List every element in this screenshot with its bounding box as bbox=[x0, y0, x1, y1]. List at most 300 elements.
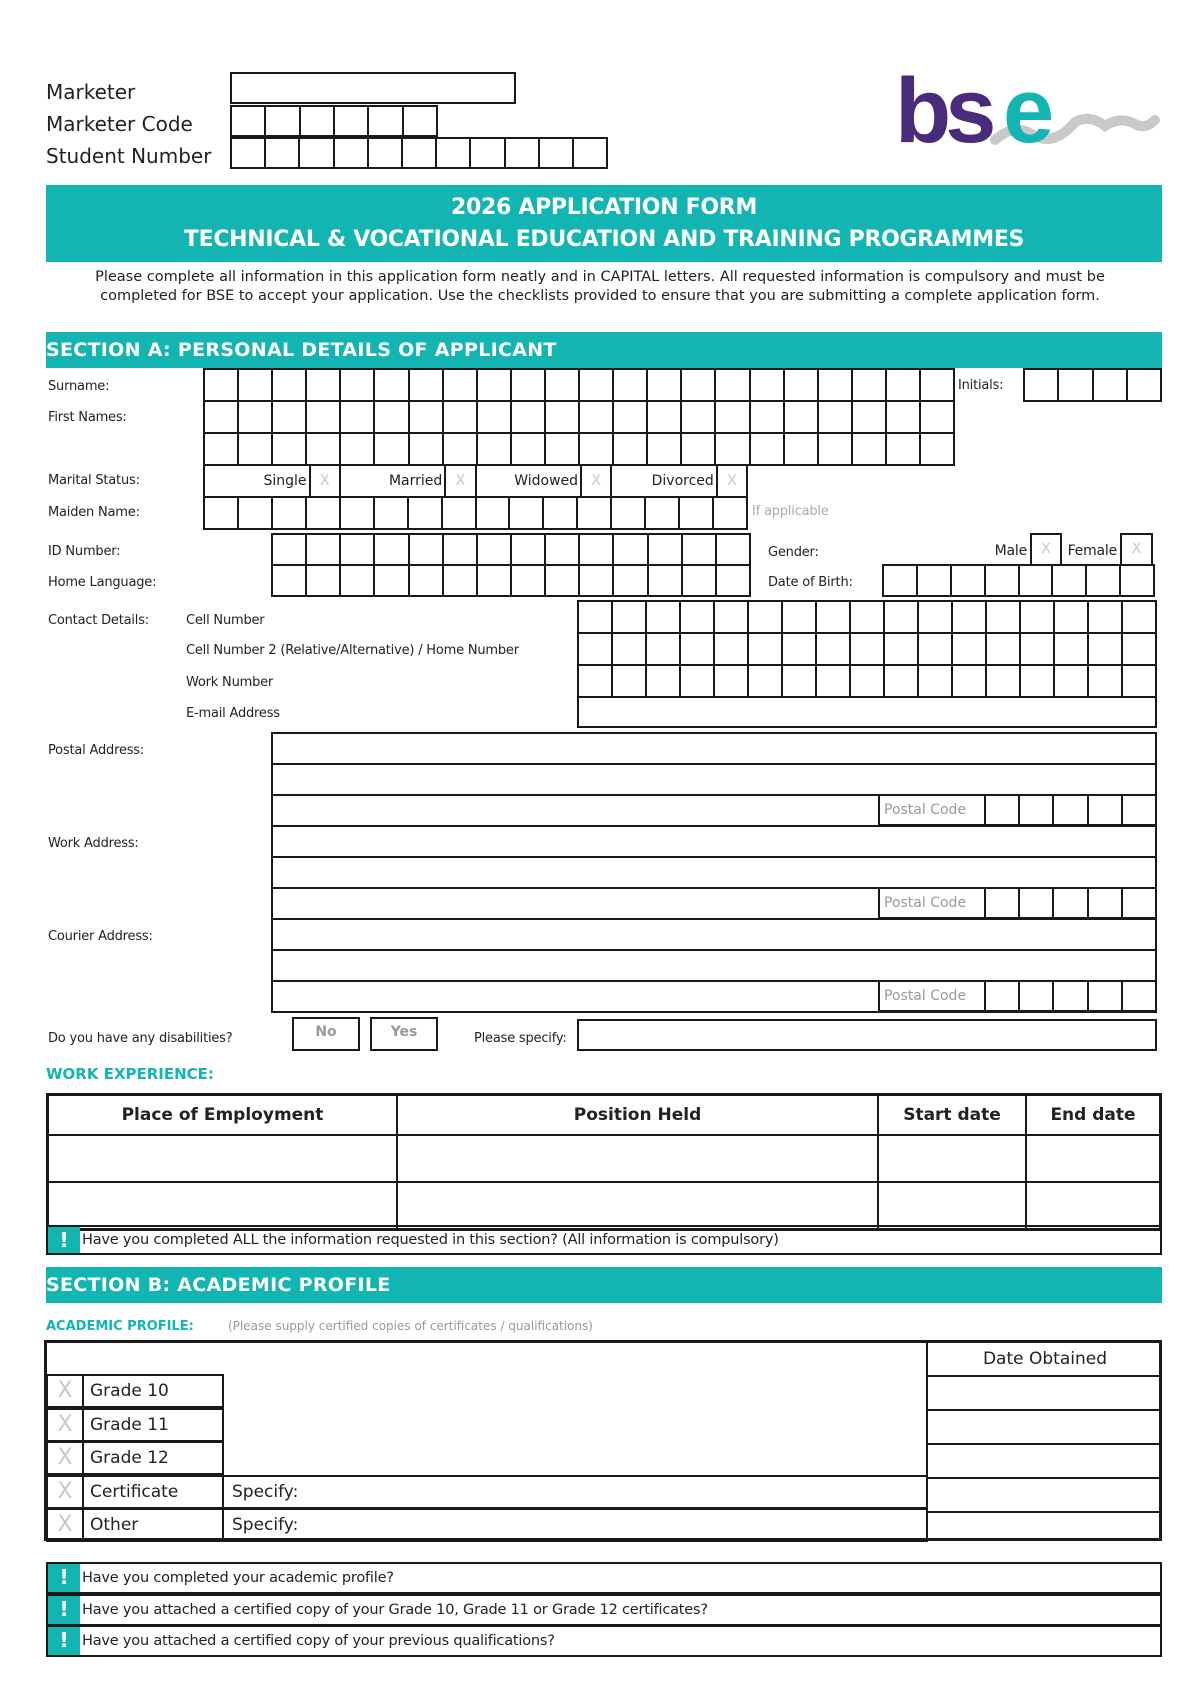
char-box[interactable] bbox=[546, 535, 580, 564]
char-box[interactable] bbox=[307, 402, 341, 432]
work-address-label: Work Address: bbox=[48, 836, 139, 851]
initials-grid[interactable] bbox=[1023, 368, 1162, 402]
char-box[interactable] bbox=[1020, 566, 1054, 595]
char-box[interactable] bbox=[478, 402, 512, 432]
postal-code-group-work[interactable] bbox=[878, 887, 1157, 919]
char-box[interactable] bbox=[1121, 566, 1153, 595]
marital-married-checkbox[interactable]: X bbox=[446, 466, 476, 496]
char-box[interactable] bbox=[375, 434, 409, 464]
char-box[interactable] bbox=[648, 434, 682, 464]
char-box[interactable] bbox=[817, 666, 851, 696]
grade-11-label: Grade 11 bbox=[82, 1408, 224, 1442]
marital-divorced-label: Divorced bbox=[612, 466, 718, 496]
char-box[interactable] bbox=[307, 535, 341, 564]
id-number-grid[interactable] bbox=[271, 533, 751, 566]
grade-12-checkbox[interactable]: X bbox=[46, 1441, 82, 1475]
char-box[interactable] bbox=[375, 498, 409, 528]
char-box[interactable] bbox=[783, 602, 817, 632]
id-number-label: ID Number: bbox=[48, 544, 121, 559]
char-box[interactable] bbox=[544, 498, 578, 528]
char-box[interactable] bbox=[851, 634, 885, 664]
char-box[interactable] bbox=[375, 535, 409, 564]
marketer-code-label: Marketer Code bbox=[46, 112, 193, 136]
char-box[interactable] bbox=[851, 666, 885, 696]
char-box[interactable] bbox=[682, 434, 716, 464]
char-box[interactable] bbox=[819, 402, 853, 432]
other-specify-field[interactable]: Specify: bbox=[224, 1508, 928, 1542]
char-box[interactable] bbox=[341, 498, 375, 528]
svg-text:e: e bbox=[1003, 62, 1055, 162]
gender-female-checkbox[interactable]: X bbox=[1120, 533, 1153, 566]
char-box[interactable] bbox=[614, 535, 648, 564]
char-box[interactable] bbox=[512, 434, 546, 464]
courier-address-line-2[interactable] bbox=[271, 949, 1157, 982]
char-box[interactable] bbox=[239, 498, 273, 528]
section-b-checklist-item-2[interactable] bbox=[46, 1594, 1162, 1626]
char-box[interactable] bbox=[1021, 666, 1055, 696]
char-box[interactable] bbox=[919, 602, 953, 632]
char-box[interactable] bbox=[478, 434, 512, 464]
char-box[interactable] bbox=[341, 535, 375, 564]
surname-grid[interactable] bbox=[203, 368, 955, 402]
home-language-grid[interactable] bbox=[271, 564, 751, 597]
char-box[interactable] bbox=[1055, 634, 1089, 664]
section-b-checklist-item-1[interactable] bbox=[46, 1562, 1162, 1594]
char-box[interactable] bbox=[546, 434, 580, 464]
postal-code-label: Postal Code bbox=[880, 889, 986, 917]
char-box[interactable] bbox=[783, 666, 817, 696]
char-box[interactable] bbox=[919, 634, 953, 664]
char-box[interactable] bbox=[785, 434, 819, 464]
char-box[interactable] bbox=[578, 498, 612, 528]
char-box[interactable] bbox=[409, 498, 443, 528]
char-box[interactable] bbox=[546, 402, 580, 432]
char-box[interactable] bbox=[580, 370, 614, 400]
date-obtained-cell[interactable] bbox=[928, 1411, 1162, 1445]
marital-single-label: Single bbox=[205, 466, 311, 496]
char-box[interactable] bbox=[239, 434, 273, 464]
char-box[interactable] bbox=[444, 566, 478, 595]
char-box[interactable] bbox=[919, 666, 953, 696]
position-held-cell[interactable] bbox=[397, 1135, 878, 1182]
place-of-employment-cell[interactable] bbox=[48, 1135, 398, 1182]
char-box[interactable] bbox=[817, 602, 851, 632]
disability-specify-field[interactable] bbox=[577, 1019, 1157, 1051]
academic-row-grade-11 bbox=[46, 1408, 224, 1442]
work-address-line-2[interactable] bbox=[271, 856, 1157, 889]
char-box[interactable] bbox=[683, 566, 717, 595]
char-box[interactable] bbox=[647, 666, 681, 696]
section-a-checklist-item[interactable] bbox=[46, 1225, 1162, 1255]
disabilities-no-button[interactable]: No bbox=[292, 1017, 360, 1051]
cell-number-label: Cell Number bbox=[186, 613, 265, 628]
char-box[interactable] bbox=[1089, 666, 1123, 696]
form-title-banner bbox=[46, 185, 1162, 262]
date-obtained-cell[interactable] bbox=[928, 1479, 1162, 1513]
char-box[interactable] bbox=[1053, 566, 1087, 595]
table-row bbox=[48, 1135, 1161, 1182]
char-box[interactable] bbox=[1128, 370, 1160, 400]
home-language-label: Home Language: bbox=[48, 575, 157, 590]
first-names-grid-2[interactable] bbox=[203, 432, 955, 466]
date-of-birth-label: Date of Birth: bbox=[768, 575, 853, 590]
academic-row-other bbox=[46, 1508, 928, 1542]
grade-11-checkbox[interactable]: X bbox=[46, 1408, 82, 1442]
courier-address-label: Courier Address: bbox=[48, 929, 153, 944]
char-box[interactable] bbox=[921, 402, 953, 432]
end-date-cell[interactable] bbox=[1026, 1182, 1161, 1230]
char-box[interactable] bbox=[819, 370, 853, 400]
postal-address-label: Postal Address: bbox=[48, 743, 145, 758]
char-box[interactable] bbox=[1055, 666, 1089, 696]
char-box[interactable] bbox=[410, 402, 444, 432]
checklist-text: Have you completed your academic profile? bbox=[82, 1570, 394, 1586]
char-box[interactable] bbox=[1089, 602, 1123, 632]
char-box[interactable] bbox=[817, 634, 851, 664]
char-box[interactable] bbox=[649, 535, 683, 564]
char-box[interactable] bbox=[1094, 370, 1128, 400]
char-box[interactable] bbox=[953, 666, 987, 696]
postal-address-line-1[interactable] bbox=[271, 732, 1157, 765]
certificate-specify-field[interactable]: Specify: bbox=[224, 1475, 928, 1509]
place-of-employment-cell[interactable] bbox=[48, 1182, 398, 1230]
date-obtained-cell[interactable] bbox=[928, 1377, 1162, 1411]
certificate-label: Certificate bbox=[82, 1475, 224, 1509]
char-box[interactable] bbox=[341, 566, 375, 595]
char-box[interactable] bbox=[512, 402, 546, 432]
char-box[interactable] bbox=[715, 666, 749, 696]
char-box[interactable] bbox=[273, 498, 307, 528]
date-obtained-header: Date Obtained bbox=[928, 1340, 1162, 1377]
char-box[interactable] bbox=[205, 498, 239, 528]
char-box[interactable] bbox=[580, 434, 614, 464]
char-box[interactable] bbox=[614, 566, 648, 595]
char-box[interactable] bbox=[783, 634, 817, 664]
char-box[interactable] bbox=[307, 498, 341, 528]
char-box[interactable] bbox=[444, 434, 478, 464]
char-box[interactable] bbox=[580, 535, 614, 564]
char-box[interactable] bbox=[887, 434, 921, 464]
char-box[interactable] bbox=[410, 535, 444, 564]
char-box[interactable] bbox=[580, 402, 614, 432]
start-date-cell[interactable] bbox=[878, 1182, 1026, 1230]
gender-male-label: Male bbox=[994, 543, 1027, 559]
student-number-label: Student Number bbox=[46, 144, 212, 168]
char-box[interactable] bbox=[715, 602, 749, 632]
char-box[interactable] bbox=[410, 434, 444, 464]
form-subtitle: TECHNICAL & VOCATIONAL EDUCATION AND TRAINING PROGRAMMES bbox=[183, 227, 1025, 252]
certificate-checkbox[interactable]: X bbox=[46, 1475, 82, 1509]
section-a-title: SECTION A: PERSONAL DETAILS OF APPLICANT bbox=[46, 339, 557, 361]
marketer-field[interactable] bbox=[230, 72, 516, 104]
other-checkbox[interactable]: X bbox=[46, 1508, 82, 1542]
char-box[interactable] bbox=[851, 602, 885, 632]
marital-married-label: Married bbox=[341, 466, 447, 496]
char-box[interactable] bbox=[1025, 370, 1059, 400]
section-b-title: SECTION B: ACADEMIC PROFILE bbox=[46, 1274, 391, 1296]
alert-icon: ! bbox=[48, 1627, 80, 1655]
char-box[interactable] bbox=[887, 370, 921, 400]
char-box[interactable] bbox=[512, 535, 546, 564]
char-box[interactable] bbox=[681, 602, 715, 632]
date-of-birth-grid[interactable] bbox=[882, 564, 1155, 597]
char-box[interactable] bbox=[612, 498, 646, 528]
char-box[interactable] bbox=[1059, 370, 1093, 400]
first-names-grid-1[interactable] bbox=[203, 400, 955, 434]
char-box[interactable] bbox=[546, 566, 580, 595]
char-box[interactable] bbox=[579, 634, 613, 664]
char-box[interactable] bbox=[375, 370, 409, 400]
email-address-field[interactable] bbox=[577, 696, 1157, 728]
char-box[interactable] bbox=[885, 666, 919, 696]
char-box[interactable] bbox=[714, 498, 746, 528]
char-box[interactable] bbox=[307, 566, 341, 595]
marketer-code-grid[interactable] bbox=[230, 105, 438, 137]
postal-code-group-postal[interactable] bbox=[878, 794, 1157, 826]
char-box[interactable] bbox=[1021, 602, 1055, 632]
cell-number-grid[interactable] bbox=[577, 600, 1157, 634]
surname-label: Surname: bbox=[48, 379, 110, 394]
marital-single-checkbox[interactable]: X bbox=[311, 466, 341, 496]
char-box[interactable] bbox=[307, 370, 341, 400]
char-box[interactable] bbox=[1021, 634, 1055, 664]
other-label: Other bbox=[82, 1508, 224, 1542]
alert-icon: ! bbox=[48, 1564, 80, 1592]
work-address-line-1[interactable] bbox=[271, 825, 1157, 858]
checklist-text: Have you completed ALL the information requested in this section? (All information is compulsory) bbox=[82, 1232, 779, 1248]
marital-widowed-label: Widowed bbox=[477, 466, 583, 496]
gender-female-label: Female bbox=[1067, 543, 1117, 559]
alert-icon: ! bbox=[48, 1596, 80, 1624]
char-box[interactable] bbox=[410, 370, 444, 400]
svg-text:bs: bs bbox=[895, 62, 991, 162]
initials-label: Initials: bbox=[958, 378, 1004, 393]
char-box[interactable] bbox=[717, 566, 749, 595]
char-box[interactable] bbox=[546, 370, 580, 400]
section-a-header bbox=[46, 332, 1162, 368]
char-box[interactable] bbox=[579, 666, 613, 696]
char-box[interactable] bbox=[1087, 566, 1121, 595]
char-box[interactable] bbox=[273, 535, 307, 564]
academic-row-certificate bbox=[46, 1475, 928, 1509]
checklist-text: Have you attached a certified copy of your Grade 10, Grade 11 or Grade 12 certificates? bbox=[82, 1602, 708, 1618]
gender-label: Gender: bbox=[768, 545, 819, 560]
char-box[interactable] bbox=[614, 370, 648, 400]
first-names-label: First Names: bbox=[48, 410, 127, 425]
char-box[interactable] bbox=[1089, 634, 1123, 664]
marital-divorced-checkbox[interactable]: X bbox=[727, 473, 737, 489]
char-box[interactable] bbox=[680, 498, 714, 528]
char-box[interactable] bbox=[785, 370, 819, 400]
char-box[interactable] bbox=[952, 566, 986, 595]
postal-code-group-courier[interactable] bbox=[878, 980, 1157, 1012]
char-box[interactable] bbox=[512, 566, 546, 595]
work-number-grid[interactable] bbox=[577, 664, 1157, 698]
char-box[interactable] bbox=[885, 602, 919, 632]
char-box[interactable] bbox=[819, 434, 853, 464]
char-box[interactable] bbox=[716, 434, 750, 464]
grade-12-label: Grade 12 bbox=[82, 1441, 224, 1475]
marketer-label: Marketer bbox=[46, 80, 136, 104]
intro-text: Please complete all information in this application form neatly and in CAPITAL letters. All requested information is compulsory and must be completed for BSE to accept your application. Use the checklists provided to ensure that you are submitting a complete application form. bbox=[95, 269, 1105, 304]
char-box[interactable] bbox=[375, 402, 409, 432]
char-box[interactable] bbox=[749, 634, 783, 664]
form-title: 2026 APPLICATION FORM bbox=[450, 195, 758, 220]
char-box[interactable] bbox=[477, 498, 511, 528]
email-address-label: E-mail Address bbox=[186, 706, 280, 721]
char-box[interactable] bbox=[749, 602, 783, 632]
postal-address-line-2[interactable] bbox=[271, 763, 1157, 796]
char-box[interactable] bbox=[341, 370, 375, 400]
work-experience-table bbox=[46, 1093, 1162, 1231]
char-box[interactable] bbox=[613, 602, 647, 632]
char-box[interactable] bbox=[647, 602, 681, 632]
char-box[interactable] bbox=[341, 402, 375, 432]
if-applicable-hint: If applicable bbox=[752, 504, 829, 519]
postal-code-label: Postal Code bbox=[880, 796, 986, 824]
disabilities-yes-button[interactable]: Yes bbox=[370, 1017, 438, 1051]
maiden-name-grid[interactable] bbox=[203, 496, 748, 530]
char-box[interactable] bbox=[646, 498, 680, 528]
char-box[interactable] bbox=[853, 370, 887, 400]
contact-details-label: Contact Details: bbox=[48, 613, 149, 628]
char-box[interactable] bbox=[715, 634, 749, 664]
char-box[interactable] bbox=[887, 402, 921, 432]
section-b-checklist-item-3[interactable] bbox=[46, 1625, 1162, 1657]
char-box[interactable] bbox=[785, 402, 819, 432]
char-box[interactable] bbox=[239, 402, 273, 432]
char-box[interactable] bbox=[579, 602, 613, 632]
marital-widowed-checkbox[interactable]: X bbox=[582, 466, 612, 496]
char-box[interactable] bbox=[375, 566, 409, 595]
col-start-date: Start date bbox=[878, 1095, 1026, 1136]
please-specify-label: Please specify: bbox=[474, 1031, 567, 1046]
char-box[interactable] bbox=[580, 566, 614, 595]
maiden-name-label: Maiden Name: bbox=[48, 505, 140, 520]
academic-row-grade-10 bbox=[46, 1374, 224, 1408]
char-box[interactable] bbox=[205, 402, 239, 432]
grade-10-label: Grade 10 bbox=[82, 1374, 224, 1408]
col-place-of-employment: Place of Employment bbox=[48, 1095, 398, 1136]
char-box[interactable] bbox=[751, 402, 785, 432]
char-box[interactable] bbox=[613, 634, 647, 664]
char-box[interactable] bbox=[205, 434, 239, 464]
date-obtained-cell[interactable] bbox=[928, 1513, 1162, 1545]
char-box[interactable] bbox=[478, 566, 512, 595]
grade-10-checkbox[interactable]: X bbox=[46, 1374, 82, 1408]
char-box[interactable] bbox=[682, 402, 716, 432]
cell-number-2-grid[interactable] bbox=[577, 632, 1157, 666]
char-box[interactable] bbox=[1123, 666, 1155, 696]
char-box[interactable] bbox=[987, 666, 1021, 696]
char-box[interactable] bbox=[953, 634, 987, 664]
char-box[interactable] bbox=[987, 634, 1021, 664]
char-box[interactable] bbox=[239, 370, 273, 400]
marital-status-label: Marital Status: bbox=[48, 473, 140, 488]
char-box[interactable] bbox=[717, 535, 749, 564]
academic-row-grade-12 bbox=[46, 1441, 224, 1475]
char-box[interactable] bbox=[921, 370, 953, 400]
col-end-date: End date bbox=[1026, 1095, 1161, 1136]
char-box[interactable] bbox=[649, 566, 683, 595]
char-box[interactable] bbox=[613, 666, 647, 696]
char-box[interactable] bbox=[918, 566, 952, 595]
start-date-cell[interactable] bbox=[878, 1135, 1026, 1182]
char-box[interactable] bbox=[716, 370, 750, 400]
student-number-grid[interactable] bbox=[230, 137, 608, 169]
char-box[interactable] bbox=[273, 370, 307, 400]
char-box[interactable] bbox=[648, 402, 682, 432]
char-box[interactable] bbox=[682, 370, 716, 400]
char-box[interactable] bbox=[478, 370, 512, 400]
char-box[interactable] bbox=[512, 370, 546, 400]
work-number-label: Work Number bbox=[186, 675, 274, 690]
char-box[interactable] bbox=[681, 634, 715, 664]
academic-profile-subtitle: ACADEMIC PROFILE: bbox=[46, 1319, 194, 1334]
bse-logo bbox=[895, 62, 1165, 172]
char-box[interactable] bbox=[987, 602, 1021, 632]
char-box[interactable] bbox=[1123, 634, 1155, 664]
char-box[interactable] bbox=[444, 402, 478, 432]
char-box[interactable] bbox=[614, 434, 648, 464]
char-box[interactable] bbox=[307, 434, 341, 464]
end-date-cell[interactable] bbox=[1026, 1135, 1161, 1182]
char-box[interactable] bbox=[205, 370, 239, 400]
col-position-held: Position Held bbox=[397, 1095, 878, 1136]
char-box[interactable] bbox=[853, 402, 887, 432]
char-box[interactable] bbox=[648, 370, 682, 400]
char-box[interactable] bbox=[273, 402, 307, 432]
char-box[interactable] bbox=[410, 566, 444, 595]
char-box[interactable] bbox=[444, 370, 478, 400]
postal-code-label: Postal Code bbox=[880, 982, 986, 1010]
char-box[interactable] bbox=[1123, 602, 1155, 632]
table-row bbox=[48, 1182, 1161, 1230]
marital-status-group bbox=[203, 464, 748, 498]
char-box[interactable] bbox=[751, 434, 785, 464]
char-box[interactable] bbox=[1055, 602, 1089, 632]
char-box[interactable] bbox=[953, 602, 987, 632]
char-box[interactable] bbox=[921, 434, 953, 464]
char-box[interactable] bbox=[341, 434, 375, 464]
position-held-cell[interactable] bbox=[397, 1182, 878, 1230]
char-box[interactable] bbox=[884, 566, 918, 595]
char-box[interactable] bbox=[681, 666, 715, 696]
gender-male-checkbox[interactable]: X bbox=[1030, 533, 1062, 566]
char-box[interactable] bbox=[273, 566, 307, 595]
char-box[interactable] bbox=[444, 535, 478, 564]
char-box[interactable] bbox=[853, 434, 887, 464]
char-box[interactable] bbox=[885, 634, 919, 664]
char-box[interactable] bbox=[273, 434, 307, 464]
char-box[interactable] bbox=[751, 370, 785, 400]
checklist-text: Have you attached a certified copy of your previous qualifications? bbox=[82, 1633, 555, 1649]
char-box[interactable] bbox=[986, 566, 1020, 595]
char-box[interactable] bbox=[510, 498, 544, 528]
char-box[interactable] bbox=[443, 498, 477, 528]
char-box[interactable] bbox=[716, 402, 750, 432]
char-box[interactable] bbox=[647, 634, 681, 664]
alert-icon: ! bbox=[48, 1227, 80, 1253]
char-box[interactable] bbox=[478, 535, 512, 564]
char-box[interactable] bbox=[749, 666, 783, 696]
char-box[interactable] bbox=[683, 535, 717, 564]
date-obtained-cell[interactable] bbox=[928, 1445, 1162, 1479]
disabilities-label: Do you have any disabilities? bbox=[48, 1031, 233, 1046]
courier-address-line-1[interactable] bbox=[271, 918, 1157, 951]
date-obtained-column bbox=[926, 1340, 1162, 1541]
char-box[interactable] bbox=[614, 402, 648, 432]
